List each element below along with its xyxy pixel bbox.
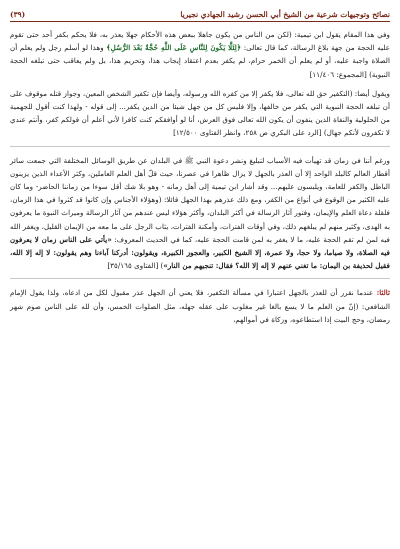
paragraph-text: ) [الفتاوى ٣٥/١٦٥] [107,261,164,271]
divider [10,146,390,147]
paragraph-ibn-taymiyyah-quote-1 [10,28,390,81]
page-number: (٣٩) [10,10,26,19]
section-lead: ثالثا: [376,288,390,298]
hadith-text: «يأتي على الناس زمان لا يعرفون فيه الصلاة، ولا صياما، ولا حجا، ولا عمرة، إلا الشيخ الكبير، والعجوز الكبيرة، ويقولون: أدركنا آباءنا وهم يقولون: لا إله إلا الله، فقيل لحذيفة بن اليمان: ما تغني عنهم لا إله إلا الله؟ فقال: تنجيهم من النار» [10,234,390,271]
paragraph-third-point [10,286,390,326]
header-title: نصائح وتوجيهات شرعية من الشيخ أبي الحسن رشيد الجهادي نجيريا [180,10,390,19]
paragraph-text: عندما نقرر أن للعذر بالجهل اعتبارا في مسألة التكفير، فلا يعني أن الجهل عذر مقبول لكل من ادعاه، ولذا يقول الإمام الشافعي: (إنّ من العلم ما لا يسع بالغا غير مغلوب على عقله جهله، مثل الصلوات الخمس، وأن لله على الناس صوم شهر رمضان، وحج البيت إذا استطاعوه، وزكاة في أموالهم، [10,288,390,324]
paragraph-text: ورغم أننا في زمان قد تهيأت فيه الأسباب لتبليغ ونشر دعوة النبي ﷺ في البلدان عن طريق الوسائل المختلفة التي جمعت سائر أقطار العالم كالبلد الواحد إلا أن العذر بالجهل لا يزال ظاهرا في عصرنا، حيث قلّ أهل العلم العاملين، وكثر الأعداء الذين يزينون الباطل والكفر للعامة، ويلبسون عليهم... وقد أشار ابن تيمية إلى أهل زمانه - وهو بلا شك أقل سوءا من زماننا الحاضر- وما كان عليه الكثير من الوقوع في أنواع من الكفر، ومع ذلك عذرهم بهذا الجهل قائلا: (وهؤلاء الأجناس وإن كانوا قد كثروا في هذا الزمان، فلقلة دعاة العلم والإيمان، وفتور آثار الرسالة في أكثر البلدان، وأكثر هؤلاء ليس عندهم من آثار الرسالة وميراث النبوة ما يعرفون به الهدى، وكثير منهم لم يبلغهم ذلك، وفي أوقات الفترات، وأمكنة الفترات، يثاب الرجل على ما معه من الإيمان القليل، ويغفر الله فيه لمن لم تقم الحجة عليه، ما لا يغفر به لمن قامت الحجة عليه، كما في الحديث المعروف: [10,155,390,244]
paragraph-ignorance-excuse [10,154,390,273]
quran-verse: ﴿لِئَلَّا يَكُونَ لِلنَّاسِ عَلَى اللَّهِ حُجَّةٌ بَعْدَ الرُّسُلِ﴾ [106,43,242,53]
paragraph-text: ويقول أيضا: (التكفير حق لله تعالى، فلا يكفر إلا من كفره الله ورسوله، وأيضا فإن تكفير الشخص المعين، وجواز قتله موقوف على أن تبلغه الحجة النبوية التي يكفر من خالفها، وإلا فليس كل من جهل شيئا من الدين يكفر... إلى قوله - ولهذا كنت أقول للجهمية من الحلولية والنفاة الذين ينفون أن يكون الله تعالى فوق العرش، أنا لو أوافقكم كنت كافرا لأني أعلم أن قولكم كفر، وأنتم عندي لا تكفرون لأنكم جهال) [الرد على البكري ص ٢٥٨، وانظر الفتاوى ١٢/٥٠٠] [10,88,390,138]
paragraph-text: وهذا لو أسلم رجل ولم يعلم أن الصلاة واجبة عليه، أو لم يعلم أن الخمر حرام، لم يكفر بعدم اعتقاد إيجاب هذا، وتحريم هذا، بل ولم يعاقب حتى تبلغه الحجة النبوية) [المجموع: ١١/٤٠٦] [10,43,390,79]
paragraph-text: وفي هذا المقام يقول ابن تيمية: (لكن من الناس من يكون جاهلا ببعض هذه الأحكام جهلا يعذر به، فلا يحكم بكفر أحد حتى تقوم عليه الحجة من جهة بلاغ الرسالة، كما قال تعالى: [10,30,391,53]
paragraph-ibn-taymiyyah-quote-2 [10,87,390,140]
divider [10,278,390,279]
page-header [10,10,390,22]
